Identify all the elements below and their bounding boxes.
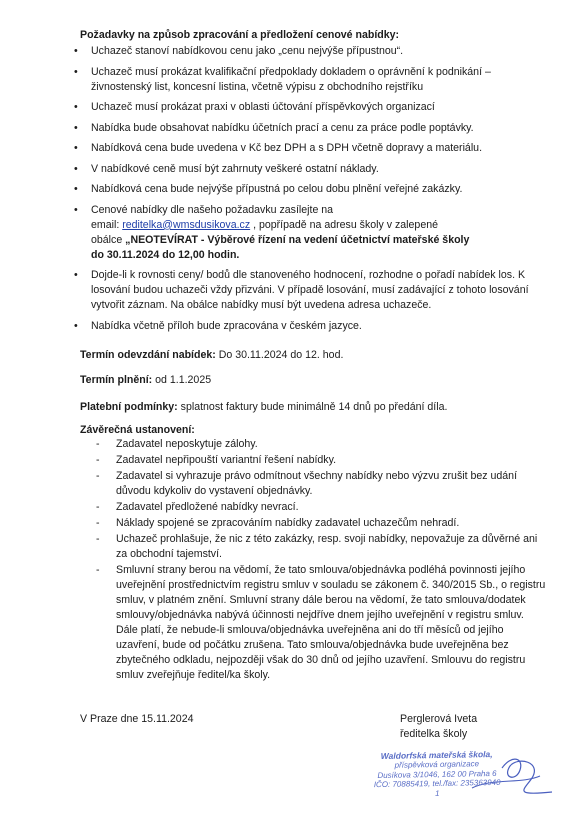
payment-value: splatnost faktury bude minimálně 14 dnů po předání díla.: [177, 401, 448, 413]
list-item: • Nabídka bude obsahovat nabídku účetních prací a cenu za práce podle poptávky.: [74, 121, 544, 136]
stamp-line3: Dusíkova 3/1046, 162 00 Praha 6: [377, 768, 497, 780]
list-item: - Náklady spojené se zpracováním nabídky zadavatel uchazečům nehradí.: [96, 516, 546, 531]
list-item: - Smluvní strany berou na vědomí, že tato smlouva/objednávka podléhá povinnosti jejího uveřejnění prostřednictvím registru smluv v souladu se zákonem č. 340/2015 Sb., o registru smluv, v platném znění. Smluvní strany dále berou na vědomí, že tato smlouva/dodatek smlouvy/objednávka nabývá účinnosti nejdříve dnem jejího uveřejnění v registru smluv. Dále platí, že nebude-li smlouva/objednávka uveřejněna ani do tří měsíců od jejího uzavření, bude od počátku zrušena. Tato smlouva/objednávka bude uveřejněna bez zbytečného odkladu, nejpozději však do 30 dnů od jejího uzavření. Smlouvu do registru smluv zveřejňuje ředitel/ka školy.: [96, 563, 546, 683]
stamp-line1: Waldorfská mateřská škola,: [380, 749, 493, 761]
list-item: • Nabídka včetně příloh bude zpracována v českém jazyce.: [74, 319, 544, 334]
payment-label: Platební podmínky:: [80, 401, 178, 413]
email-link[interactable]: reditelka@wmsdusikova.cz: [122, 218, 251, 231]
list-item: • V nabídkové ceně musí být zahrnuty veškeré ostatní náklady.: [74, 162, 544, 177]
performance-label: Termín plnění:: [80, 374, 153, 386]
list-item: - Zadavatel si vyhrazuje právo odmítnout všechny nabídky nebo výzvu zrušit bez udání důvodu kdykoliv do vystavení objednávky.: [96, 469, 546, 499]
submission-item: [74, 203, 544, 263]
deadline-line: [80, 348, 343, 363]
list-item: - Uchazeč prohlašuje, že nic z této zakázky, resp. svoji nabídky, nepovažuje za důvěrné ani za obchodní tajemství.: [96, 532, 546, 562]
stamp-number: 1: [435, 788, 440, 799]
school-stamp: [352, 748, 564, 818]
list-item: • Nabídková cena bude nejvýše přípustná po celou dobu plnění veřejné zakázky.: [74, 182, 544, 197]
deadline-label: Termín odevzdání nabídek:: [80, 349, 216, 361]
stamp-line4: IČO: 70885419, tel./fax: 235363940: [373, 778, 501, 790]
list-item: - Zadavatel nepřipouští variantní řešení nabídky.: [96, 453, 546, 468]
list-item: • Uchazeč musí prokázat kvalifikační předpoklady dokladem o oprávnění k podnikání – živnostenský list, koncesní listina, včetně výpisu z obchodního rejstříku: [74, 65, 544, 95]
list-item: • Uchazeč stanoví nabídkovou cenu jako „cenu nejvýše přípustnou“.: [74, 44, 544, 59]
payment-line: [80, 400, 447, 415]
place-and-date: V Praze dne 15.11.2024: [80, 713, 194, 725]
deadline-value: Do 30.11.2024 do 12. hod.: [215, 349, 344, 361]
performance-line: [80, 373, 211, 388]
submission-deadline: do 30.11.2024 do 12,00 hodin.: [91, 248, 240, 261]
performance-value: od 1.1.2025: [152, 374, 212, 386]
email-suffix: , popřípadě na adresu školy v zalepené: [250, 218, 438, 231]
submission-line1: Cenové nabídky dle našeho požadavku zasílejte na: [91, 203, 334, 216]
final-provisions-heading: Závěrečná ustanovení:: [80, 424, 195, 436]
requirements-list: [74, 44, 544, 340]
list-item: - Zadavatel předložené nabídky nevrací.: [96, 500, 546, 515]
stamp-line2: příspěvková organizace: [394, 759, 480, 770]
signatory-role: ředitelka školy: [400, 728, 468, 740]
email-prefix: email:: [91, 218, 123, 231]
list-item: • Uchazeč musí prokázat praxi v oblasti účtování příspěvkových organizací: [74, 100, 544, 115]
requirements-heading: Požadavky na způsob zpracování a předložení cenové nabídky:: [80, 29, 400, 41]
final-provisions-list: [96, 437, 546, 685]
envelope-prefix: obálce: [91, 233, 126, 246]
list-item: - Zadavatel neposkytuje zálohy.: [96, 437, 546, 452]
stamp-text: [352, 749, 523, 801]
list-item: • Dojde-li k rovnosti ceny/ bodů dle stanoveného hodnocení, rozhodne o pořadí nabídek los. K losování budou uchazeči vždy přizváni. V případě losování, musí zadávající z tohoto losování vytvořit záznam. Na obálce nabídky musí být uvedena adresa uchazeče.: [74, 268, 544, 313]
envelope-label: „NEOTEVÍRAT - Výběrové řízení na vedení účetnictví mateřské školy: [125, 233, 470, 246]
signatory-name: Perglerová Iveta: [400, 713, 478, 725]
list-item: • Nabídková cena bude uvedena v Kč bez DPH a s DPH včetně dopravy a materiálu.: [74, 141, 544, 156]
